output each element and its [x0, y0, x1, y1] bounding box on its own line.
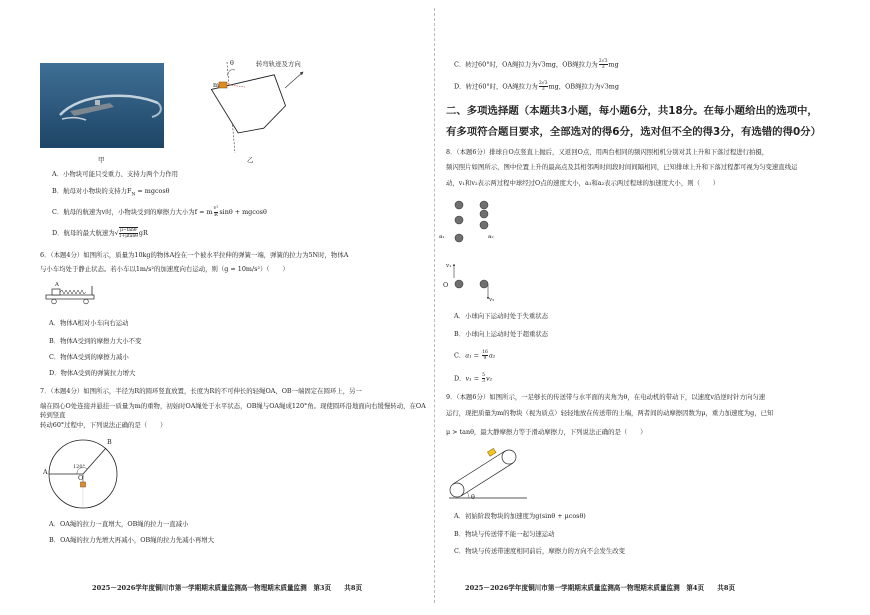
q7-stem-line3: 转动60°过程中，下列说法正确的是（ ） — [40, 421, 167, 429]
q7-option-c: C．转过60°时，OA绳拉力为√3mg，OB绳拉力为 $\frac{2√3}{3}$ mg — [454, 59, 619, 70]
q8-option-d: D．v₁ = $\frac{5}{3}$ v₂ — [454, 373, 493, 384]
ring-diagram — [44, 436, 134, 514]
q6-option-c: C．物体A受到的摩擦力减小 — [49, 353, 129, 361]
q7-stem-line2: 端在圆心O处连接并悬挂一质量为m的重物，初始时OA绳处于水平状态，OB绳与OA绳成120°角。现使圆环沿地面向右缓慢转动，在OA转到竖直 — [40, 402, 426, 419]
q9-stem-line2: 运行，现把质量为m的物块（视为质点）轻轻地放在传送带的上端，两者间的动摩擦因数为μ，重力加速度为g，已知 — [446, 409, 774, 417]
figure-label-jia: 甲 — [98, 156, 105, 164]
strobe-v2: v₂ — [489, 297, 495, 303]
q8-option-c: C．a₁ = $\frac{16}{9}$ a₂ — [454, 350, 496, 361]
q5-option-b: B．航母对小物块的支持力$F_N = mgcos\theta$ — [52, 187, 170, 198]
section2-heading-line2: 有多项符合题目要求，全部选对的得6分，选对但不全的得3分，有选错的得0分） — [446, 126, 821, 138]
q8-stem-line1: 8．（本题6分）排球自O点竖直上抛后，又返回O点，用两台相同的频闪照相机分别对其上升和下落过程进行拍摄， — [446, 148, 769, 156]
strobe-origin-o: O — [443, 281, 449, 289]
conveyor-theta: θ — [471, 493, 475, 501]
ring-point-b: B — [107, 438, 112, 446]
right-page — [435, 0, 870, 615]
m-label: m — [213, 81, 220, 89]
q6-stem-line1: 6．（本题4分）如图所示，质量为10kg的物体A拴在一个被水平拉伸的弹簧一端，弹簧的拉力为5N时，物体A — [40, 251, 349, 259]
q9-option-b: B．物块与传送带不能一起匀速运动 — [454, 530, 555, 538]
footer-left: 2025－2026学年度铜川市第一学期期末质量监测高一物理期末质量监测 第3页 共8页 — [92, 584, 363, 592]
strobe-photo-diagram — [440, 196, 510, 306]
strobe-v1: v₁ — [446, 263, 452, 269]
ring-angle: 120° — [73, 464, 86, 470]
q8-option-a: A．小球向下运动时处于失重状态 — [454, 312, 549, 320]
q9-option-a: A．初始阶段物块的加速度为g(sinθ + μcosθ) — [454, 512, 586, 520]
q6-option-b: B．物体A受到的摩擦力大小不变 — [49, 337, 142, 345]
ring-point-a: A — [43, 468, 48, 476]
q7-option-b: B．OA绳的拉力先增大再减小，OB绳的拉力先减小再增大 — [49, 536, 215, 544]
q6-option-a: A．物体A相对小车向右运动 — [49, 319, 129, 327]
strobe-a1: a₁ — [439, 234, 445, 240]
q5-option-c: C．航母的航速为v时，小物块受到的摩擦力大小为f = m $\frac{\text{v²}}{R}$ sinθ + mgcosθ — [52, 205, 267, 218]
q7-option-d: D．转过60°时，OA绳拉力为 $\frac{2√3}{3}$ mg，OB绳拉力为√3mg — [454, 81, 619, 92]
q9-stem-line1: 9．（本题6分）如图所示，一足够长的传送带与水平面的夹角为θ，在电动机的带动下，以速度v沿逆时针方向匀速 — [446, 393, 766, 401]
ring-center-o: O — [78, 474, 84, 482]
q5-option-a: A．小物块可能只受重力、支持力两个力作用 — [52, 170, 179, 178]
theta-label: θ — [230, 59, 234, 67]
figure-label-yi: 乙 — [247, 156, 254, 164]
q6-stem-line2: 与小车均处于静止状态。若小车以1m/s²的加速度向右运动，则（g = 10m/s²）（ ） — [40, 265, 289, 273]
hull-diagram — [205, 58, 335, 158]
q9-stem-line3: μ > tanθ，最大静摩擦力等于滑动摩擦力，下列说法正确的是（ ） — [446, 428, 647, 436]
q8-stem-line3: 动，v₁和v₂表示两过程中球经过O点的速度大小，a₁和a₂表示两过程球的加速度大小，则（ ） — [446, 179, 720, 187]
q5-option-d: D．航母的最大航速为√ $\frac{\mu-\tan\theta}{1+\mu\tan\theta}$ gR — [52, 228, 148, 239]
q7-stem-line1: 7．（本题4分）如图所示，半径为R的圆环竖直放置，长度为R的不可伸长的轻绳OA、OB一端固定在圆环上，另一 — [40, 387, 362, 395]
footer-right: 2025－2026学年度铜川市第一学期期末质量监测高一物理期末质量监测 第4页 共8页 — [465, 584, 736, 592]
q7-option-a: A．OA绳的拉力一直增大，OB绳的拉力一直减小 — [49, 520, 189, 528]
cart-block-label: A — [55, 282, 59, 288]
strobe-a2: a₂ — [488, 234, 494, 240]
carrier-photo — [40, 63, 164, 148]
track-label: 转弯轨迹及方向 — [256, 60, 301, 68]
conveyor-diagram — [447, 444, 532, 506]
q8-option-b: B．小球向上运动时处于超重状态 — [454, 330, 549, 338]
q9-option-c: C．物块与传送带速度相同前后，摩擦力的方向不会发生改变 — [454, 547, 626, 555]
section2-heading-line1: 二、多项选择题（本题共3小题，每小题6分，共18分。在每小题给出的选项中， — [446, 105, 818, 117]
cart-spring-diagram — [44, 283, 96, 305]
q6-option-d: D．物体A受到的弹簧拉力增大 — [49, 369, 136, 377]
q8-stem-line2: 频闪照片如图所示，图中位置上升的最高点及其相邻两时间段时间间隔相同，已知排球上升和下落过程都可视为匀变速直线运 — [446, 163, 798, 171]
